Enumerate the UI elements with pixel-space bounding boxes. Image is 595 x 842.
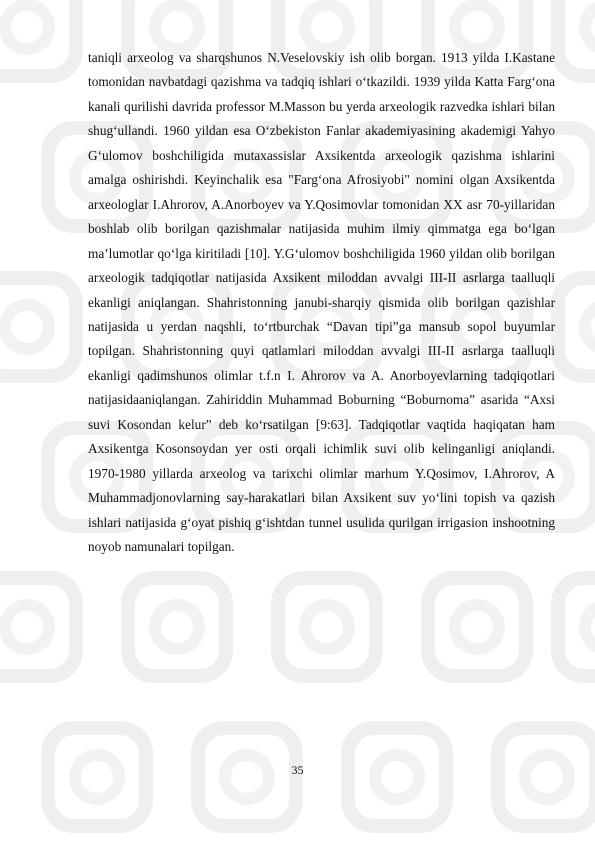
body-paragraph: taniqli arxeolog va sharqshunos N.Veselovskiy ish olib borgan. 1913 yilda I.Kastane tomonidan navbatdagi qazishma va tadqiq ishlari o‘tkazildi. 1939 yilda Katta Farg‘ona kanali qurilishi davrida professor M.Masson bu yerda arxeologik razvedka ishlari bilan shug‘ullandi. 1960 yildan esa O‘zbekiston Fanlar akademiyasining akademigi Yahyo G‘ulomov boshchiligida mutaxassislar Axsikentda arxeologik qazishma ishlarini amalga oshirishdi. Keyinchalik esa "Farg‘ona Afrosiyobi" nomini olgan Axsikentda arxeologlar I.Ahrorov, A.Anorboyev va Y.Qosimovlar tomonidan XX asr 70-yillaridan boshlab olib borilgan qazishmalar natijasida muhim ilmiy qimmatga ega bo‘lgan ma’lumotlar qo‘lga kiritiladi [10]. Y.G‘ulomov boshchiligida 1960 yildan olib borilgan arxeologik tadqiqotlar natijasida Axsikent miloddan avvalgi III-II asrlarga taalluqli ekanligi aniqlangan. Shahristonning janubi-sharqiy qismida olib borilgan qazishlar natijasida u yerdan naqshli, to‘rtburchak “Davan tipi”ga mansub sopol buyumlar topilgan. Shahristonning quyi qatlamlari miloddan avvalgi III-II asrlarga taalluqli ekanligi qadimshunos olimlar t.f.n I. Ahrorov va A. Anorboyevlarning tadqiqotlari natijasidaaniqlangan. Zahiriddin Muhammad Boburning “Boburnoma” asarida “Axsi suvi Kosondan kelur” deb ko‘rsatilgan [9:63]. Tadqiqotlar vaqtida haqiqatan ham Axsikentga Kosonsoydan yer osti orqali ichimlik suvi olib kelinganligi aniqlandi. 1970-1980 yillarda arxeolog va tarixchi olimlar marhum Y.Qosimov, I.Ahrorov, A Muhammadjonovlarning say-harakatlari bilan Axsikent suv yo‘lini topish va qazish ishlari natijasida g‘oyat pishiq g‘ishtdan tunnel usulida qurilgan irrigasion inshootning noyob namunalari topilgan. [88,50,555,555]
page-body [88,46,555,560]
page-number: 35 [291,763,304,777]
